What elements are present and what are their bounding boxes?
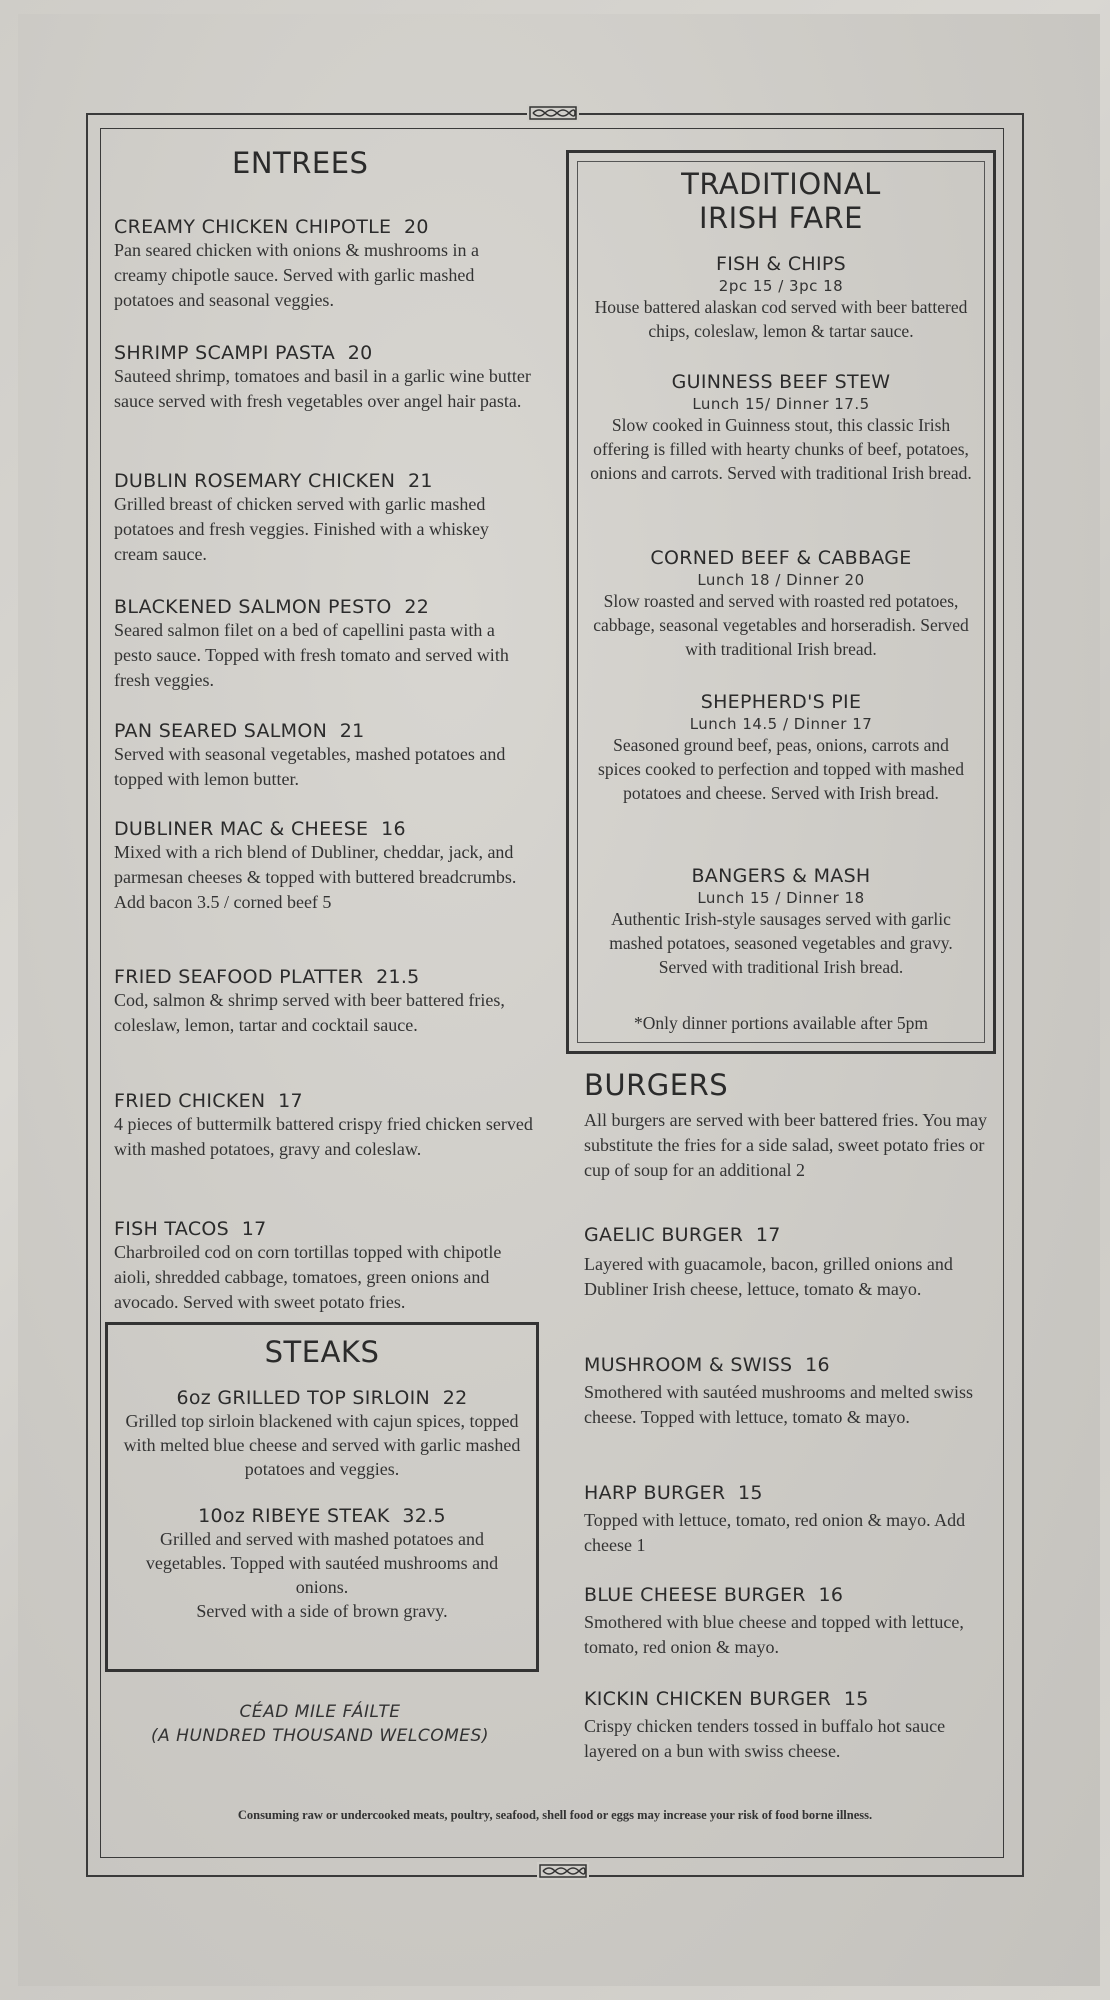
item-name: 6oz GRILLED TOP SIRLOIN: [176, 1387, 431, 1409]
item-name: GAELIC BURGER: [584, 1224, 744, 1246]
menu-item: [584, 1584, 994, 1660]
entrees-heading: ENTREES: [232, 146, 369, 180]
item-price: 20: [347, 342, 373, 364]
burgers-heading: BURGERS: [584, 1068, 729, 1102]
menu-item: [114, 1218, 534, 1315]
item-name: CREAMY CHICKEN CHIPOTLE: [114, 216, 392, 238]
item-price: 21.5: [376, 966, 420, 988]
item-price: Lunch 18 / Dinner 20: [697, 571, 865, 589]
item-name: MUSHROOM & SWISS: [584, 1354, 793, 1376]
item-description: Mixed with a rich blend of Dubliner, cheddar, jack, and parmesan cheeses & topped with buttered breadcrumbs.: [114, 842, 517, 887]
item-price: 15: [738, 1482, 763, 1504]
menu-item: [584, 1482, 994, 1558]
item-price: 21: [339, 720, 365, 742]
item-price: 32.5: [402, 1505, 446, 1527]
item-description: Topped with lettuce, tomato, red onion & mayo. Add cheese 1: [584, 1510, 966, 1555]
menu-item: [114, 596, 534, 693]
item-name: 10oz RIBEYE STEAK: [198, 1505, 390, 1527]
welcome-gaelic: CÉAD MILE FÁILTE: [239, 1702, 401, 1722]
welcome-text: [120, 1700, 520, 1748]
celtic-knot-icon: [537, 1862, 589, 1880]
item-description: Authentic Irish-style sausages served with garlic mashed potatoes, seasoned vegetables and gravy. Served with traditional Irish bread.: [609, 909, 953, 977]
item-name: SHEPHERD'S PIE: [700, 691, 862, 713]
item-price: 21: [407, 470, 433, 492]
dinner-only-note: *Only dinner portions available after 5pm: [633, 1013, 928, 1033]
food-safety-warning: Consuming raw or undercooked meats, poultry, seafood, shell food or eggs may increase your risk of food borne illness.: [237, 1808, 873, 1822]
irish-fare-box: [566, 150, 996, 1054]
item-description: Seared salmon filet on a bed of capellini pasta with a pesto sauce. Topped with fresh tomato and served with fresh veggies.: [114, 620, 509, 690]
item-name: BLACKENED SALMON PESTO: [114, 596, 392, 618]
item-name: FRIED SEAFOOD PLATTER: [114, 966, 364, 988]
item-name: KICKIN CHICKEN BURGER: [584, 1688, 832, 1710]
item-price: Lunch 15/ Dinner 17.5: [692, 395, 870, 413]
item-name: DUBLINER MAC & CHEESE: [114, 818, 369, 840]
irish-fare-heading-line2: IRISH FARE: [698, 201, 864, 235]
steaks-box: [105, 1322, 539, 1672]
item-addon: Served with a side of brown gravy.: [196, 1601, 448, 1621]
menu-item: [114, 342, 534, 414]
menu-item: [569, 371, 993, 485]
item-name: DUBLIN ROSEMARY CHICKEN: [114, 470, 396, 492]
item-price: 22: [404, 596, 430, 618]
menu-item: [584, 1688, 994, 1764]
item-description: Slow cooked in Guinness stout, this classic Irish offering is filled with hearty chunks of beef, potatoes, onions and carrots. Served with traditional Irish bread.: [590, 415, 972, 483]
item-name: HARP BURGER: [584, 1482, 726, 1504]
item-price: 17: [755, 1224, 781, 1246]
item-description: Slow roasted and served with roasted red potatoes, cabbage, seasonal vegetables and horseradish. Served with traditional Irish bread.: [593, 591, 969, 659]
welcome-translation: (A HUNDRED THOUSAND WELCOMES): [151, 1726, 489, 1746]
item-price: 22: [442, 1387, 468, 1409]
item-name: PAN SEARED SALMON: [114, 720, 328, 742]
item-price: 16: [818, 1584, 844, 1606]
menu-item: [114, 720, 534, 792]
item-description: Cod, salmon & shrimp served with beer battered fries, coleslaw, lemon, tartar and cocktail sauce.: [114, 990, 505, 1035]
item-description: Crispy chicken tenders tossed in buffalo hot sauce layered on a bun with swiss cheese.: [584, 1716, 946, 1761]
steaks-heading: STEAKS: [264, 1335, 380, 1369]
menu-item: [114, 1090, 534, 1162]
item-price: 15: [843, 1688, 869, 1710]
item-description: Smothered with blue cheese and topped with lettuce, tomato, red onion & mayo.: [584, 1612, 964, 1657]
irish-fare-heading: [569, 167, 993, 235]
menu-item: [114, 818, 534, 915]
item-name: CORNED BEEF & CABBAGE: [650, 547, 912, 569]
item-name: GUINNESS BEEF STEW: [671, 371, 891, 393]
item-name: FISH TACOS: [114, 1218, 229, 1240]
menu-item: [114, 216, 534, 313]
item-price: Lunch 14.5 / Dinner 17: [689, 715, 873, 733]
item-price: 16: [805, 1354, 830, 1376]
item-description: Layered with guacamole, bacon, grilled onions and Dubliner Irish cheese, lettuce, tomato & mayo.: [584, 1254, 953, 1299]
item-price: 2pc 15 / 3pc 18: [718, 277, 844, 295]
menu-item: [569, 253, 993, 343]
item-description: Smothered with sautéed mushrooms and melted swiss cheese. Topped with lettuce, tomato & mayo.: [584, 1382, 973, 1427]
item-description: Pan seared chicken with onions & mushrooms in a creamy chipotle sauce. Served with garlic mashed potatoes and seasonal veggies.: [114, 240, 479, 310]
irish-fare-heading-line1: TRADITIONAL: [681, 167, 881, 201]
item-price: 17: [278, 1090, 303, 1112]
menu-item: [584, 1224, 994, 1302]
menu-item: [569, 691, 993, 805]
item-description: 4 pieces of buttermilk battered crispy fried chicken served with mashed potatoes, gravy and coleslaw.: [114, 1114, 533, 1159]
menu-item: [114, 966, 534, 1038]
item-description: Grilled top sirloin blackened with cajun spices, topped with melted blue cheese and served with garlic mashed potatoes and veggies.: [123, 1411, 521, 1479]
menu-item: [569, 547, 993, 661]
item-price: 17: [241, 1218, 267, 1240]
item-description: Seasoned ground beef, peas, onions, carrots and spices cooked to perfection and topped with mashed potatoes and cheese. Served with Irish bread.: [598, 735, 964, 803]
burgers-intro-text: All burgers are served with beer battered fries. You may substitute the fries for a side salad, sweet potato fries or cup of soup for an additional 2: [584, 1110, 988, 1180]
item-description: Sauteed shrimp, tomatoes and basil in a garlic wine butter sauce served with fresh vegetables over angel hair pasta.: [114, 366, 531, 411]
menu-item: [108, 1387, 536, 1481]
item-name: BLUE CHEESE BURGER: [584, 1584, 806, 1606]
irish-fare-note: [569, 1011, 993, 1035]
item-description: House battered alaskan cod served with beer battered chips, coleslaw, lemon & tartar sauce.: [594, 297, 968, 341]
item-description: Charbroiled cod on corn tortillas topped with chipotle aioli, shredded cabbage, tomatoes, green onions and avocado. Served with sweet potato fries.: [114, 1242, 502, 1312]
menu-item: [584, 1354, 994, 1430]
burgers-intro: [584, 1108, 994, 1183]
celtic-knot-icon: [527, 104, 579, 122]
item-name: SHRIMP SCAMPI PASTA: [114, 342, 335, 364]
menu-item: [108, 1505, 536, 1623]
item-price: 16: [381, 818, 406, 840]
item-name: FRIED CHICKEN: [114, 1090, 266, 1112]
item-description: Served with seasonal vegetables, mashed potatoes and topped with lemon butter.: [114, 744, 506, 789]
menu-item: [569, 865, 993, 979]
item-description: Grilled breast of chicken served with garlic mashed potatoes and fresh veggies. Finished with a whiskey cream sauce.: [114, 494, 489, 564]
menu-item: [114, 470, 534, 567]
item-price: 20: [404, 216, 429, 238]
item-addon: Add bacon 3.5 / corned beef 5: [114, 892, 332, 912]
item-description: Grilled and served with mashed potatoes and vegetables. Topped with sautéed mushrooms and onions.: [145, 1529, 499, 1597]
item-name: BANGERS & MASH: [691, 865, 871, 887]
item-name: FISH & CHIPS: [715, 253, 847, 275]
item-price: Lunch 15 / Dinner 18: [697, 889, 865, 907]
